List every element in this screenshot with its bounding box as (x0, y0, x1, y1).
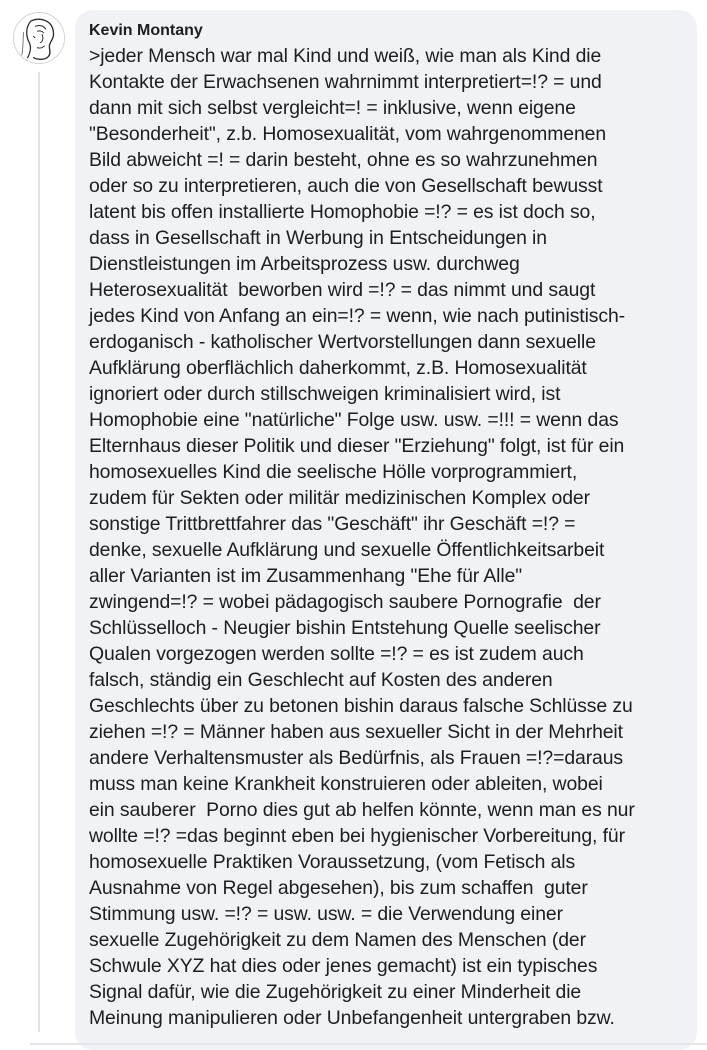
comment-text-line: Elternhaus dieser Politik und dieser "Erziehung" folgt, ist für ein (89, 435, 625, 457)
comment-text-line: Schlüsselloch - Neugier bishin Entstehung Quelle seelischer (89, 617, 601, 639)
comment-text-line: sexuelle Zugehörigkeit zu dem Namen des Menschen (der (89, 929, 586, 951)
comment-text-line: dass in Gesellschaft in Werbung in Entscheidungen in (89, 227, 547, 249)
comment-text-line: Schwule XYZ hat dies oder jenes gemacht) ist ein typisches (89, 955, 598, 977)
comment-text-line: zwingend=!? = wobei pädagogisch saubere Pornografie der (89, 591, 601, 613)
comment-text-line: Qualen vorgezogen werden sollte =!? = es ist zudem auch (89, 643, 584, 665)
comment-text-line: Dienstleistungen im Arbeitsprozess usw. durchweg (89, 253, 520, 275)
comment-text-line: ein sauberer Porno dies gut ab helfen könnte, wenn man es nur (89, 799, 635, 821)
comment-text (89, 43, 685, 1031)
comment-text-line: denke, sexuelle Aufklärung und sexuelle Öffentlichkeitsarbeit (89, 539, 605, 561)
comment-text-line: Geschlechts über zu betonen bishin daraus falsche Schlüsse zu (89, 695, 633, 717)
comment-text-line: wollte =!? =das beginnt eben bei hygienischer Vorbereitung, für (89, 825, 625, 847)
comment-text-line: >jeder Mensch war mal Kind und weiß, wie man als Kind die (89, 45, 602, 67)
comment-text-line: erdoganisch - katholischer Wertvorstellungen dann sexuelle (89, 331, 596, 353)
profile-sketch-icon (14, 13, 64, 63)
comment-text-line: Meinung manipulieren oder Unbefangenheit untergraben bzw. (89, 1007, 615, 1029)
comment-text-line: Stimmung usw. =!? = usw. usw. = die Verwendung einer (89, 903, 563, 925)
comment-text-line: andere Verhaltensmuster als Bedürfnis, als Frauen =!?=daraus (89, 747, 624, 769)
comment-text-line: Kontakte der Erwachsenen wahrnimmt interpretiert=!? = und (89, 71, 602, 93)
comment-text-line: Ausnahme von Regel abgesehen), bis zum schaffen guter (89, 877, 588, 899)
comment-author-name[interactable]: Kevin Montany (89, 22, 203, 39)
comment-text-line: falsch, ständig ein Geschlecht auf Kosten des anderen (89, 669, 553, 691)
comment-text-line: ignoriert oder durch stillschweigen kriminalisiert wird, ist (89, 383, 561, 405)
comment-text-line: Heterosexualität beworben wird =!? = das nimmt und saugt (89, 279, 596, 301)
comment-text-line: jedes Kind von Anfang an ein=!? = wenn, wie nach putinistisch- (89, 305, 626, 327)
comment-text-line: sonstige Trittbrettfahrer das "Geschäft" ihr Geschäft =!? = (89, 513, 576, 535)
comment-text-line: homosexuelle Praktiken Voraussetzung, (vom Fetisch als (89, 851, 576, 873)
comment-text-line: Signal dafür, wie die Zugehörigkeit zu einer Minderheit die (89, 981, 582, 1003)
comment-text-line: zudem für Sekten oder militär medizinischen Komplex oder (89, 487, 590, 509)
comment-bubble (75, 10, 697, 1050)
comment-text-line: oder so zu interpretieren, auch die von Gesellschaft bewusst (89, 175, 603, 197)
avatar[interactable] (13, 12, 65, 64)
comment-text-line: latent bis offen installierte Homophobie =!? = es ist doch so, (89, 201, 596, 223)
comment-text-line: homosexuelles Kind die seelische Hölle vorprogrammiert, (89, 461, 578, 483)
comment-text-line: dann mit sich selbst vergleicht=! = inklusive, wenn eigene (89, 97, 576, 119)
comment-text-line: "Besonderheit", z.b. Homosexualität, vom wahrgenommenen (89, 123, 606, 145)
comment-text-line: Homophobie eine "natürliche" Folge usw. usw. =!!! = wenn das (89, 409, 619, 431)
thread-line (38, 72, 40, 1032)
comment-text-line: Aufklärung oberflächlich daherkommt, z.B. Homosexualität (89, 357, 587, 379)
comment-text-line: muss man keine Krankheit konstruieren oder ableiten, wobei (89, 773, 603, 795)
comment-text-line: aller Varianten ist im Zusammenhang "Ehe für Alle" (89, 565, 523, 587)
comment-text-line: ziehen =!? = Männer haben aus sexueller Sicht in der Mehrheit (89, 721, 623, 743)
comment-text-line: Bild abweicht =! = darin besteht, ohne es so wahrzunehmen (89, 149, 598, 171)
